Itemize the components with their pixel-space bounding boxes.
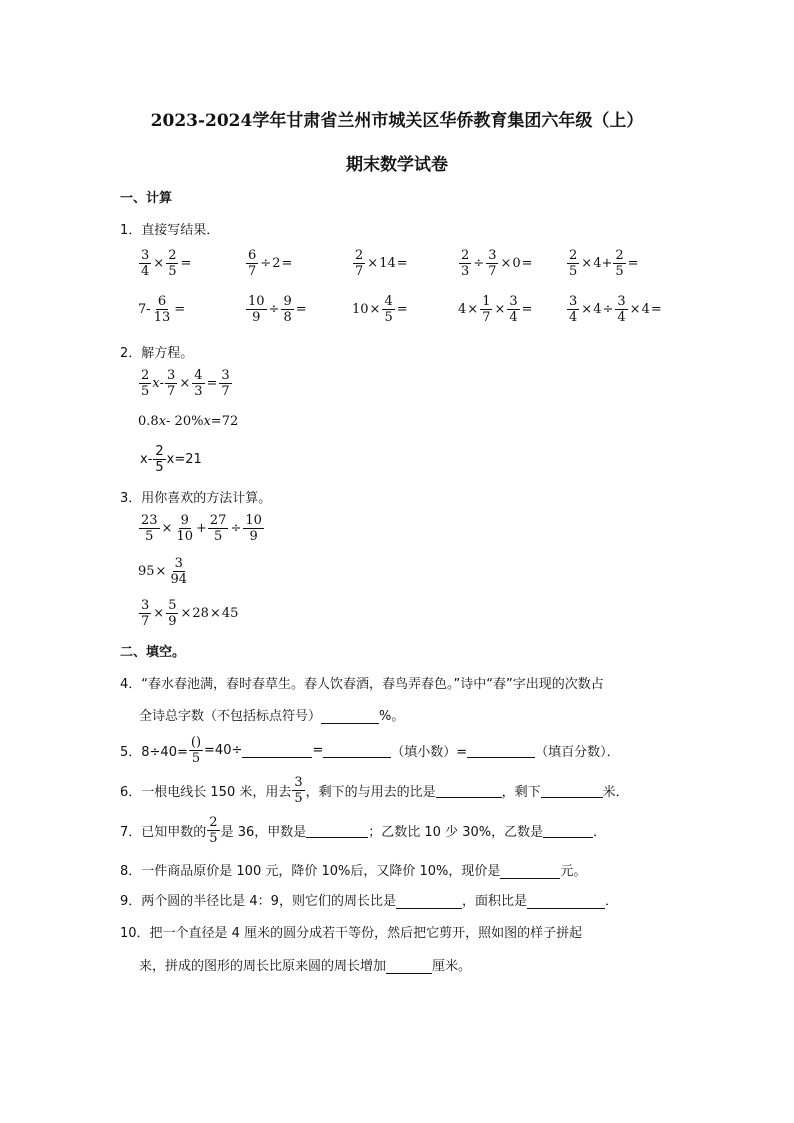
expr-1-1: $\frac{3}{4}$ × $\frac{2}{5}$ = — [141, 248, 192, 279]
calc-1: $\frac{23}{5}$ × $\frac{9}{10}$ + $\frac{27}{5}$ ÷ $\frac{10}{9}$ — [141, 513, 262, 544]
page-subtitle: 期末数学试卷 — [346, 155, 448, 175]
section-calculation: 一、计算 — [120, 191, 173, 206]
expr-1-6: 7 - $\frac{6}{13}$ = — [138, 294, 186, 325]
answer-blank[interactable] — [436, 783, 502, 798]
answer-blank[interactable] — [386, 959, 432, 974]
equation-2: 0.8 x - 20% x =72 — [138, 414, 239, 429]
calc-2: 95 × $\frac{3}{94}$ — [138, 556, 187, 587]
section-fill-in: 二、填空。 — [120, 645, 186, 660]
question-4-line2: 全诗总字数（不包括标点符号） %。 — [139, 709, 405, 724]
expr-1-7: $\frac{10}{9}$ ÷ $\frac{9}{8}$ = — [248, 294, 307, 325]
question-7: 7．已知甲数的 2 5 是 36，甲数是 ；乙数比 10 少 30%，乙数是 ． — [120, 815, 607, 846]
expr-1-8: 10 × $\frac{4}{5}$ = — [352, 294, 408, 325]
question-8: 8．一件商品原价是 100 元，降价 10%后，又降价 10%，现价是 元。 — [120, 864, 587, 879]
question-3: 3．用你喜欢的方法计算。 — [120, 491, 272, 506]
answer-blank[interactable] — [500, 864, 560, 879]
question-10-line2: 来，拼成的图形的周长比原来圆的周长增加 厘米。 — [139, 959, 472, 974]
expr-1-4: $\frac{2}{3}$ ÷ $\frac{3}{7}$ × 0 = — [461, 248, 533, 279]
answer-blank[interactable] — [323, 743, 391, 758]
answer-blank[interactable] — [543, 823, 593, 838]
answer-blank[interactable] — [242, 743, 312, 758]
page-title: 2023-2024学年甘肃省兰州市城关区华侨教育集团六年级（上） — [150, 111, 644, 131]
answer-blank[interactable] — [527, 894, 605, 909]
expr-1-10: $\frac{3}{4}$ × 4 ÷ $\frac{3}{4}$ × 4 = — [569, 294, 662, 325]
equation-1: 2 5 x - $\frac{3}{7}$ × $\frac{4}{3}$ = $\frac{3}{7}$ — [141, 368, 230, 399]
answer-blank[interactable] — [396, 894, 462, 909]
equation-3: x- 2 5 x=21 — [140, 444, 202, 475]
expr-1-2: $\frac{6}{7}$ ÷ 2 = — [248, 248, 293, 279]
expr-1-9: 4 × $\frac{1}{7}$ × $\frac{3}{4}$ = — [458, 294, 533, 325]
question-6: 6．一根电线长 150 米，用去 3 5 ，剩下的与用去的比是 ，剩下 米． — [120, 775, 629, 806]
answer-blank[interactable] — [541, 783, 603, 798]
calc-3: $\frac{3}{7}$ × $\frac{5}{9}$ × 28 × 45 — [141, 598, 239, 629]
expr-1-3: $\frac{2}{7}$ × 14 = — [355, 248, 408, 279]
expr-1-5: $\frac{2}{5}$ × 4 + $\frac{2}{5}$ = — [569, 248, 639, 279]
answer-blank[interactable] — [306, 823, 368, 838]
question-10-line1: 10．把一个直径是 4 厘米的圆分成若干等份，然后把它剪开，照如图的样子拼起 — [120, 926, 583, 941]
answer-blank[interactable] — [321, 709, 379, 724]
question-2: 2．解方程。 — [120, 346, 194, 361]
answer-blank[interactable] — [467, 743, 535, 758]
question-1: 1．直接写结果． — [120, 223, 220, 238]
question-5: 5．8÷40= () 5 =40÷ = （填小数）= （填百分数）． — [120, 735, 620, 766]
question-9: 9．两个圆的半径比是 4：9，则它们的周长比是 ，面积比是 ． — [120, 894, 618, 909]
question-4-line1: 4．“春水春池满，春时春草生。春人饮春酒，春鸟弄春色。”诗中“春”字出现的次数占 — [120, 677, 604, 692]
